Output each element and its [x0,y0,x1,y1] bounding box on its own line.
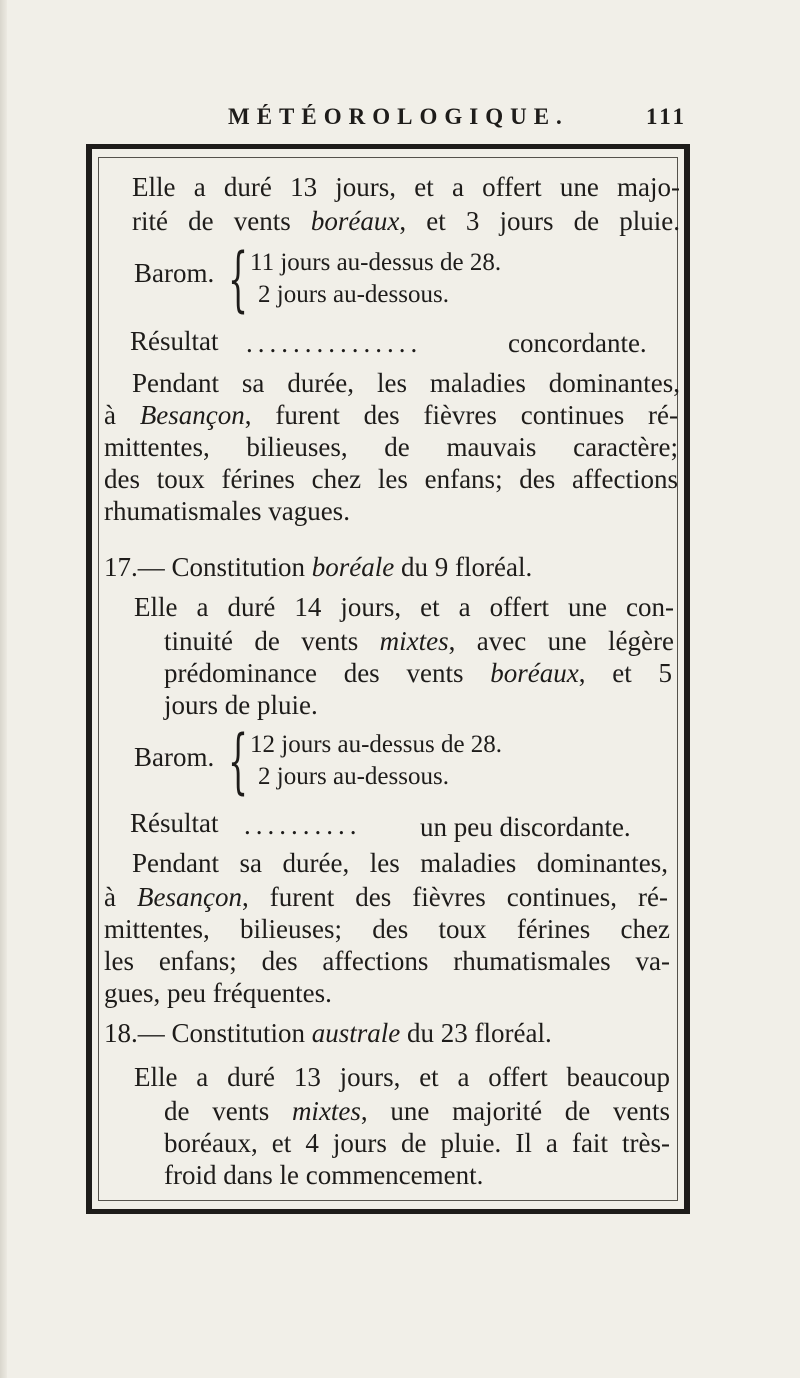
page-number: 111 [646,104,687,129]
para2-line4: des toux férines chez les enfans; des affections [104,464,678,494]
section17-line2: tinuité de vents mixtes, avec une légère [164,626,674,656]
result1-dots: ............... [246,328,423,358]
para3-line5: gues, peu fréquentes. [104,978,332,1008]
running-head [0,104,800,138]
barom1-below: 2 jours au-dessous. [258,281,449,308]
result1-value: concordante. [508,328,647,358]
result2-label: Résultat [130,808,219,838]
para3-line1: Pendant sa durée, les maladies dominantes, [132,848,668,878]
barom1-label: Barom. [134,258,215,288]
barom2-brace: { [228,720,249,802]
result1-label: Résultat [130,326,219,356]
barom2-below: 2 jours au-dessous. [258,763,449,790]
result2-value: un peu discordante. [420,812,631,842]
section18-line3: boréaux, et 4 jours de pluie. Il a fait très- [164,1128,670,1158]
para3-line4: les enfans; des affections rhumatismales va- [104,946,670,976]
barom2-label: Barom. [134,742,215,772]
section17-line1: Elle a duré 14 jours, et a offert une con- [134,592,674,622]
para3-line2: à Besançon, furent des fièvres continues, ré- [104,882,668,912]
section17-heading: 17.— Constitution boréale du 9 floréal. [104,552,533,582]
barom1-above: 11 jours au-dessus de 28. [250,249,502,276]
para1-line1: Elle a duré 13 jours, et a offert une majo- [132,172,680,202]
section18-line2: de vents mixtes, une majorité de vents [164,1096,670,1126]
page-edge [0,0,7,1378]
para3-line3: mittentes, bilieuses; des toux férines chez [104,914,670,944]
running-title: MÉTÉOROLOGIQUE. [228,104,569,129]
section18-line4: froid dans le commencement. [164,1160,484,1190]
para2-line1: Pendant sa durée, les maladies dominantes, [132,368,680,398]
result2-dots: .......... [244,810,362,840]
para2-line5: rhumatismales vagues. [104,496,350,526]
section18-line1: Elle a duré 13 jours, et a offert beaucoup [134,1062,670,1092]
para2-line3: mittentes, bilieuses, de mauvais caractère; [104,432,678,462]
section17-line4: jours de pluie. [164,690,318,720]
para1-line2: rité de vents boréaux, et 3 jours de pluie. [132,206,680,236]
barom1-brace: { [228,238,249,320]
section17-line3: prédominance des vents boréaux, et 5 [164,658,672,688]
section18-heading: 18.— Constitution australe du 23 floréal. [104,1018,552,1048]
para2-line2: à Besançon, furent des fièvres continues ré- [104,400,678,430]
barom2-above: 12 jours au-dessus de 28. [250,731,503,758]
